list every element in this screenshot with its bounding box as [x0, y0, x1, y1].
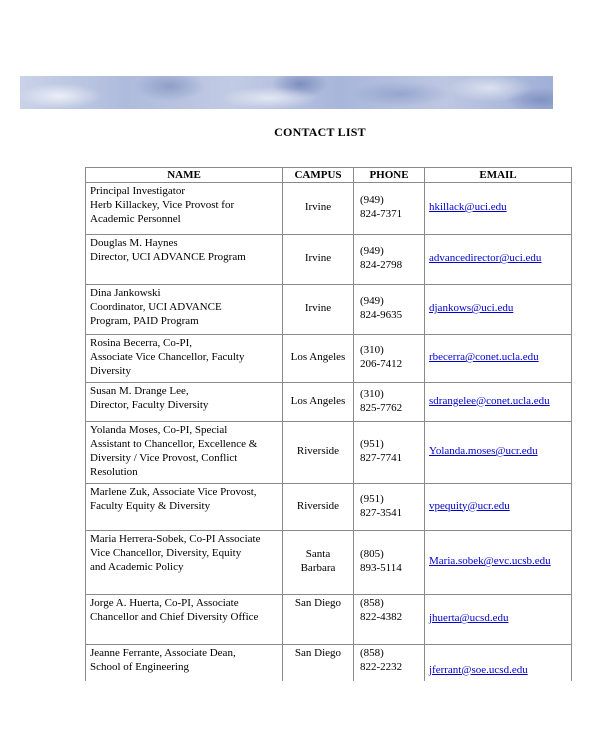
phone-area: (949) [360, 194, 384, 206]
name-line: Coordinator, UCI ADVANCE [90, 301, 222, 313]
phone-number: 827-3541 [360, 506, 403, 519]
phone-area: (949) [360, 295, 384, 307]
phone-cell [354, 383, 425, 422]
name-line: Associate Vice Chancellor, Faculty [90, 351, 245, 363]
campus-cell: Irvine [283, 285, 354, 335]
name-line: Marlene Zuk, Associate Vice Provost, [90, 486, 257, 498]
name-cell [86, 422, 283, 484]
name-cell [86, 595, 283, 645]
name-line: Director, UCI ADVANCE Program [90, 251, 246, 263]
table-row [86, 285, 572, 335]
table-row [86, 484, 572, 531]
phone-number: 827-7741 [360, 452, 403, 464]
email-cell [425, 235, 572, 285]
email-link[interactable]: hkillack@uci.edu [429, 201, 507, 213]
table-row [86, 531, 572, 595]
name-line: Diversity / Vice Provost, Conflict [90, 452, 238, 464]
header-name: NAME [86, 168, 283, 183]
phone-cell [354, 645, 425, 681]
name-line: Jeanne Ferrante, Associate Dean, [90, 647, 236, 659]
campus-line: Barbara [300, 562, 336, 574]
name-cell [86, 484, 283, 531]
campus-cell: San Diego [283, 645, 354, 681]
campus-cell: Riverside [283, 422, 354, 484]
email-link[interactable]: Maria.sobek@evc.ucsb.edu [429, 555, 551, 567]
phone-cell [354, 335, 425, 383]
name-line: Director, Faculty Diversity [90, 399, 209, 411]
campus-cell: Irvine [283, 183, 354, 235]
phone-area: (951) [360, 492, 384, 505]
email-link[interactable]: Yolanda.moses@ucr.edu [429, 445, 538, 457]
email-cell [425, 285, 572, 335]
campus-cell: San Diego [283, 595, 354, 645]
page-title: CONTACT LIST [274, 125, 366, 139]
name-line: Assistant to Chancellor, Excellence & [90, 438, 258, 450]
phone-cell [354, 531, 425, 595]
name-cell [86, 645, 283, 681]
phone-cell [354, 595, 425, 645]
name-line: Rosina Becerra, Co-PI, [90, 337, 193, 349]
email-link[interactable]: sdrangelee@conet.ucla.edu [429, 394, 550, 407]
email-link[interactable]: djankows@uci.edu [429, 302, 514, 314]
table-row [86, 645, 572, 681]
name-line: Yolanda Moses, Co-PI, Special [90, 424, 228, 436]
phone-cell [354, 285, 425, 335]
email-link[interactable]: vpequity@ucr.edu [429, 499, 510, 512]
name-line: Herb Killackey, Vice Provost for [90, 199, 235, 211]
name-cell [86, 383, 283, 422]
name-cell [86, 183, 283, 235]
phone-cell [354, 235, 425, 285]
name-line: and Academic Policy [90, 561, 184, 573]
header-phone: PHONE [354, 168, 425, 183]
email-cell [425, 645, 572, 681]
name-cell [86, 531, 283, 595]
phone-area: (949) [360, 245, 384, 257]
phone-number: 822-2232 [360, 661, 403, 673]
email-link[interactable]: jferrant@soe.ucsd.edu [429, 663, 528, 676]
header-banner-image [20, 76, 553, 109]
phone-cell [354, 422, 425, 484]
phone-cell [354, 484, 425, 531]
table-row [86, 235, 572, 285]
table-row [86, 335, 572, 383]
contact-table [85, 167, 572, 681]
campus-cell [283, 531, 354, 595]
email-cell [425, 531, 572, 595]
name-line: Vice Chancellor, Diversity, Equity [90, 547, 242, 559]
name-line: Jorge A. Huerta, Co-PI, Associate [90, 597, 239, 609]
phone-number: 824-9635 [360, 309, 403, 321]
name-line: Program, PAID Program [90, 315, 199, 327]
name-line: Maria Herrera-Sobek, Co-PI Associate [90, 533, 261, 545]
phone-number: 893-5114 [360, 562, 402, 574]
name-cell [86, 235, 283, 285]
email-link[interactable]: advancedirector@uci.edu [429, 252, 542, 264]
campus-cell: Los Angeles [283, 383, 354, 422]
name-cell [86, 335, 283, 383]
phone-area: (858) [360, 597, 384, 609]
name-line: Diversity [90, 365, 131, 377]
email-cell [425, 183, 572, 235]
name-line: Resolution [90, 466, 138, 478]
phone-number: 822-4382 [360, 611, 403, 623]
email-cell [425, 383, 572, 422]
campus-cell: Los Angeles [283, 335, 354, 383]
header-campus: CAMPUS [283, 168, 354, 183]
campus-cell: Irvine [283, 235, 354, 285]
email-cell [425, 484, 572, 531]
phone-area: (310) [360, 344, 384, 356]
table-row [86, 422, 572, 484]
name-line: Chancellor and Chief Diversity Office [90, 611, 259, 623]
name-line: Dina Jankowski [90, 287, 161, 299]
phone-area: (310) [360, 387, 384, 400]
table-header-row [86, 168, 572, 183]
phone-cell [354, 183, 425, 235]
phone-number: 824-7371 [360, 208, 403, 220]
header-email: EMAIL [425, 168, 572, 183]
table-row [86, 383, 572, 422]
email-link[interactable]: jhuerta@ucsd.edu [429, 612, 509, 624]
table-row [86, 183, 572, 235]
phone-number: 825-7762 [360, 401, 403, 414]
email-cell [425, 595, 572, 645]
name-line: Susan M. Drange Lee, [90, 385, 189, 397]
name-line: Academic Personnel [90, 213, 181, 225]
name-line: School of Engineering [90, 661, 189, 673]
email-cell [425, 335, 572, 383]
email-link[interactable]: rbecerra@conet.ucla.edu [429, 351, 539, 363]
phone-area: (805) [360, 548, 384, 560]
name-cell [86, 285, 283, 335]
table-row [86, 595, 572, 645]
campus-line: Santa [305, 548, 331, 560]
email-cell [425, 422, 572, 484]
name-line: Faculty Equity & Diversity [90, 500, 211, 512]
name-line: Principal Investigator [90, 185, 186, 197]
phone-area: (951) [360, 438, 384, 450]
phone-number: 824-2798 [360, 259, 403, 271]
phone-area: (858) [360, 647, 384, 659]
campus-cell: Riverside [283, 484, 354, 531]
name-line: Douglas M. Haynes [90, 237, 178, 249]
phone-number: 206-7412 [360, 358, 403, 370]
